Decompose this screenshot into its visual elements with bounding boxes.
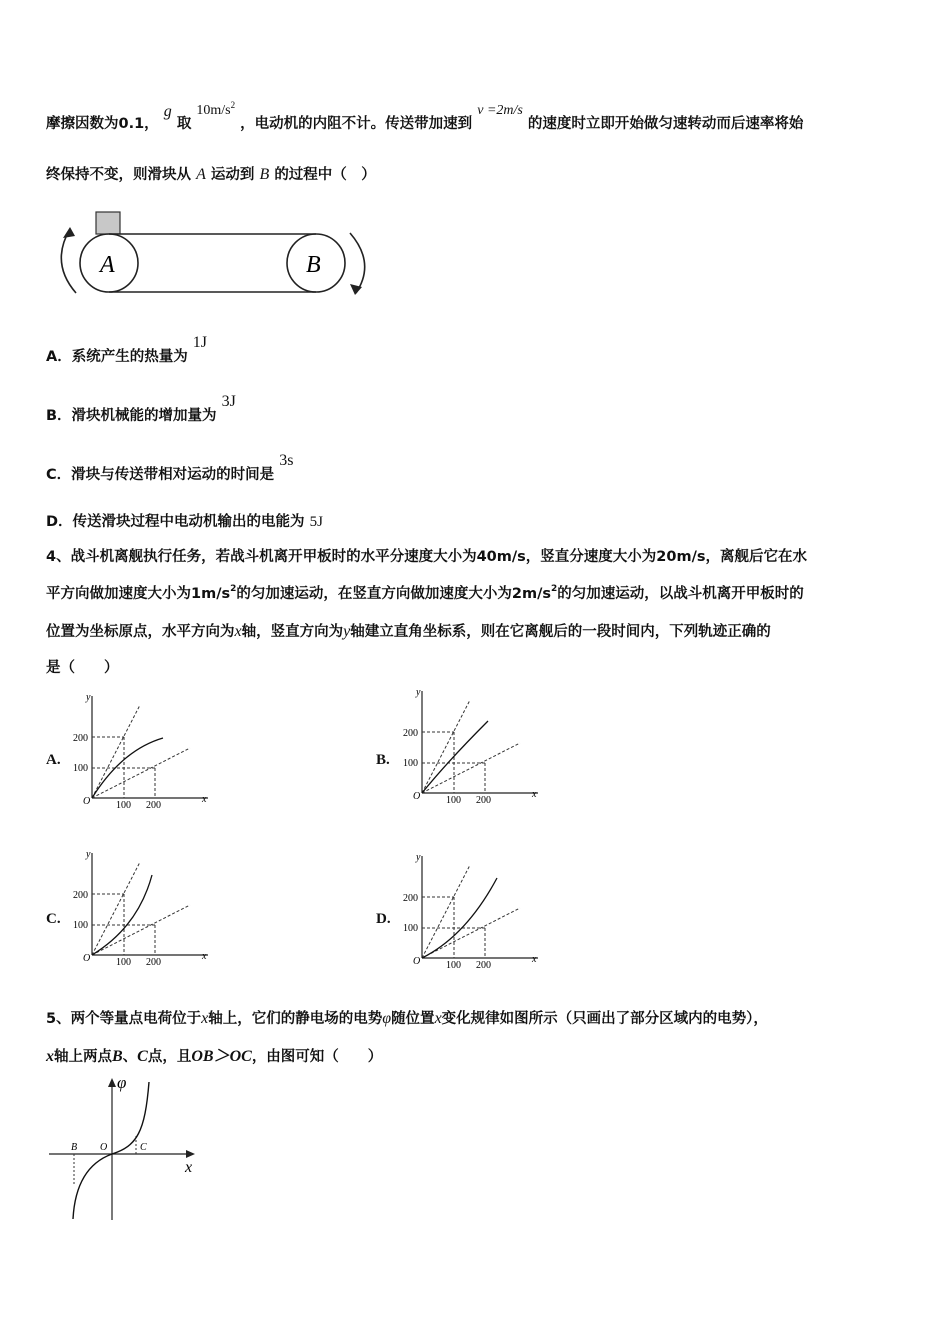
pulley-b-label: B — [306, 252, 321, 278]
q3-text-1b: ，电动机的内阻不计。传送带加速到 — [240, 116, 473, 132]
x-axis-arrow-icon — [186, 1150, 195, 1158]
x-tick-100: 100 — [446, 960, 461, 971]
q5-relation: OB＞OC — [191, 1048, 252, 1065]
phi-axis-arrow-icon — [108, 1078, 116, 1087]
tangent-steep — [92, 862, 140, 955]
origin-label: O — [413, 956, 421, 967]
trajectory-graph-c[interactable] — [70, 845, 220, 970]
rotation-arrow-left — [61, 229, 76, 293]
axis-x-label: x — [532, 789, 537, 800]
trajectory-graph-a[interactable] — [70, 688, 220, 813]
option-a[interactable] — [46, 334, 208, 366]
q5-point-b: B — [112, 1048, 123, 1065]
q5-text-1b: 轴上，它们的静电场的电势 — [208, 1011, 383, 1027]
q4-text-3b: 轴，竖直方向为 — [241, 624, 344, 640]
option-b-value: 3J — [221, 393, 236, 410]
arrowhead-left-icon — [63, 227, 75, 238]
v-expression: v =2m/s — [477, 103, 523, 118]
x-tick-200: 200 — [146, 800, 161, 811]
q5-text-1d: 变化规律如图所示（只画出了部分区域内的电势）， — [441, 1011, 768, 1027]
tangent-shallow — [422, 743, 520, 793]
axis-x-label: x — [532, 954, 537, 965]
q3-take: 取 — [176, 116, 192, 132]
option-c-text: C．滑块与传送带相对运动的时间是 — [46, 467, 275, 483]
q5-point-c: C — [137, 1048, 148, 1065]
axis-y-label: y — [416, 852, 421, 863]
point-b: B — [259, 166, 270, 183]
q4-text-3c: 轴建立直角坐标系，则在它离舰后的一段时间内，下列轨迹正确的 — [350, 624, 771, 640]
x-tick-200: 200 — [476, 960, 491, 971]
b-label: B — [71, 1142, 78, 1153]
phi-label: φ — [117, 1073, 127, 1092]
slider-block — [96, 212, 120, 234]
graph-label-b[interactable]: B. — [376, 752, 390, 768]
x-tick-100: 100 — [116, 800, 131, 811]
potential-curve — [73, 1082, 149, 1219]
trajectory-curve — [92, 875, 152, 955]
axis-x-label: x — [202, 951, 207, 962]
axis-y-label: y — [86, 692, 91, 703]
q5-phi: φ — [382, 1010, 392, 1027]
x-label: x — [185, 1159, 193, 1176]
q3-text-1c: 的速度时立即开始做匀速转动而后速率将始 — [527, 116, 804, 132]
y-tick-200: 200 — [403, 893, 418, 904]
q5-x-axis: x — [46, 1048, 54, 1065]
y-tick-100: 100 — [403, 758, 418, 769]
graph-label-d[interactable]: D. — [376, 911, 391, 927]
o-label: O — [100, 1142, 108, 1153]
trajectory-curve — [422, 878, 497, 958]
y-tick-200: 200 — [73, 733, 88, 744]
axis-x-label: x — [202, 794, 207, 805]
option-b[interactable] — [46, 393, 236, 425]
origin-label: O — [83, 953, 91, 964]
q3-line-2 — [46, 163, 376, 184]
q3-text-2a: 终保持不变，则滑块从 — [46, 167, 191, 183]
c-label: C — [140, 1142, 147, 1153]
option-b-text: B．滑块机械能的增加量为 — [46, 408, 217, 424]
tangent-shallow — [422, 908, 520, 958]
y-tick-200: 200 — [73, 890, 88, 901]
q4-line-3 — [46, 620, 771, 641]
y-tick-200: 200 — [403, 728, 418, 739]
axis-y-label: y — [416, 687, 421, 698]
q4-line-1: 4、战斗机离舰执行任务，若战斗机离开甲板时的水平分速度大小为40m/s，竖直分速度大小为20m/s，离舰后它在水 — [46, 549, 808, 565]
option-c-value: 3s — [279, 452, 294, 469]
option-d-value: 5J — [309, 514, 323, 530]
q4-x: x — [234, 623, 242, 640]
q5-line-2 — [46, 1043, 382, 1066]
q3-text-2b: 运动到 — [210, 167, 255, 183]
x-tick-200: 200 — [476, 795, 491, 806]
y-tick-100: 100 — [403, 923, 418, 934]
q4-text-2a: 平方向做加速度大小为1m/s — [46, 586, 231, 602]
axis-y-label: y — [86, 849, 91, 860]
rotation-arrow-right — [350, 233, 365, 293]
y-tick-100: 100 — [73, 920, 88, 931]
graph-label-c[interactable]: C. — [46, 911, 61, 927]
trajectory-curve — [422, 721, 488, 793]
g-value-text: 10m/s — [196, 103, 231, 118]
tangent-steep — [92, 705, 140, 798]
trajectory-graph-b[interactable] — [400, 683, 550, 808]
q4-text-3a: 位置为坐标原点，水平方向为 — [46, 624, 235, 640]
option-a-value: 1J — [192, 334, 208, 351]
y-tick-100: 100 — [73, 763, 88, 774]
q4-y: y — [343, 623, 351, 640]
q5-text-2d: 点，且 — [147, 1049, 192, 1065]
graph-label-a[interactable]: A. — [46, 752, 61, 768]
origin-label: O — [413, 791, 421, 802]
q5-text-2c: 、 — [122, 1049, 138, 1065]
g-value-exp: 2 — [230, 100, 236, 110]
x-tick-200: 200 — [146, 957, 161, 968]
pulley-a-label: A — [100, 252, 115, 278]
q5-x: x — [201, 1010, 209, 1027]
tangent-steep — [422, 865, 470, 958]
option-c[interactable] — [46, 452, 294, 484]
g-symbol: g — [163, 103, 172, 120]
tangent-shallow — [92, 748, 190, 798]
q5-text-1c: 随位置 — [391, 1011, 435, 1027]
tangent-shallow — [92, 905, 190, 955]
trajectory-graph-d[interactable] — [400, 848, 550, 973]
option-a-text: A．系统产生的热量为 — [46, 349, 188, 365]
g-value — [196, 100, 236, 118]
q5-text-2b: 轴上两点 — [54, 1049, 112, 1065]
q3-text-1a: 摩擦因数为0.1， — [46, 116, 159, 132]
q3-line-1 — [46, 100, 804, 133]
q5-text-2f: ，由图可知（ ） — [251, 1049, 383, 1065]
q4-line-2 — [46, 582, 804, 603]
q4-text-2b: 的匀加速运动，在竖直方向做加速度大小为2m/s — [236, 586, 552, 602]
q5-line-1 — [46, 1007, 768, 1028]
q4-sup-2: 2 — [551, 584, 558, 594]
q4-text-2c: 的匀加速运动，以战斗机离开甲板时的 — [557, 586, 804, 602]
option-d[interactable] — [46, 510, 323, 531]
q5-x2: x — [434, 1010, 442, 1027]
q4-sup-1: 2 — [230, 584, 237, 594]
q5-text-1a: 5、两个等量点电荷位于 — [46, 1011, 202, 1027]
option-d-text: D．传送滑块过程中电动机输出的电能为 — [46, 514, 305, 530]
q3-text-2c: 的过程中（ ） — [274, 167, 376, 183]
point-a: A — [196, 166, 206, 183]
x-tick-100: 100 — [116, 957, 131, 968]
conveyor-belt-figure — [50, 205, 380, 305]
origin-label: O — [83, 796, 91, 807]
x-tick-100: 100 — [446, 795, 461, 806]
potential-graph — [45, 1072, 205, 1227]
q4-line-4: 是（ ） — [46, 660, 119, 676]
